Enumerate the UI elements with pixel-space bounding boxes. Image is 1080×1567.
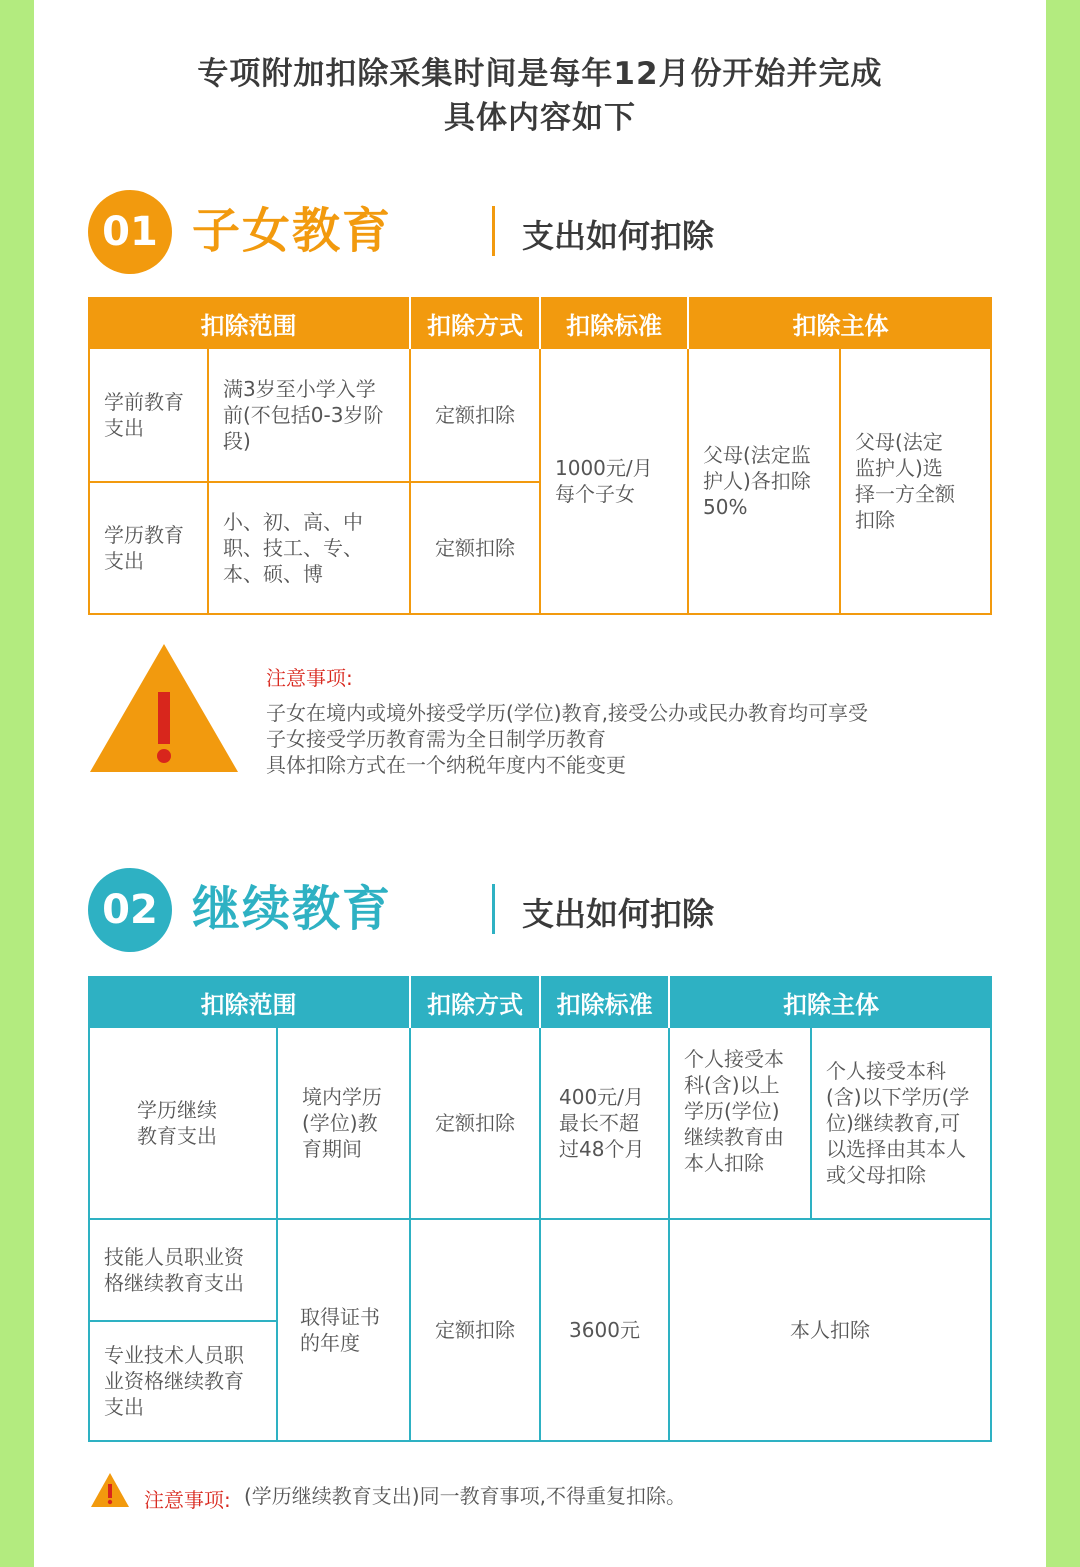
section2-number-badge: 02 xyxy=(88,868,172,952)
s2-row1-method: 定额扣除 xyxy=(435,1111,515,1135)
s2-row1-standard: 400元/月最长不超过48个月 xyxy=(559,1085,645,1161)
headline-line2: 具体内容如下 xyxy=(444,100,636,136)
s1-standard: 1000元/月每个子女 xyxy=(555,456,653,506)
section2-table xyxy=(88,976,992,1442)
headline-line1: 专项附加扣除采集时间是每年12月份开始并完成 xyxy=(197,56,883,92)
s2-note-title: 注意事项: xyxy=(144,1488,231,1512)
section2-title: 继续教育 xyxy=(192,881,393,937)
s2-header-scope: 扣除范围 xyxy=(88,976,409,1028)
s2-row2-subject: 本人扣除 xyxy=(790,1318,870,1342)
s2-header-method: 扣除方式 xyxy=(411,976,539,1028)
section1-subtitle: 支出如何扣除 xyxy=(522,217,715,255)
s1-row2-scope: 小、初、高、中职、技工、专、本、硕、博 xyxy=(223,510,363,586)
s2-note-text: (学历继续教育支出)同一教育事项,不得重复扣除。 xyxy=(244,1484,686,1508)
s2-row2-method: 定额扣除 xyxy=(435,1318,515,1342)
s1-row1-method: 定额扣除 xyxy=(435,403,515,427)
s1-subject-b: 父母(法定监护人)选择一方全额扣除 xyxy=(855,430,955,532)
section1-number-badge: 01 xyxy=(88,190,172,274)
s1-header-scope: 扣除范围 xyxy=(88,297,409,349)
s1-header-subject: 扣除主体 xyxy=(689,297,992,349)
s1-row1-type: 学前教育支出 xyxy=(104,390,184,440)
s2-header-subject: 扣除主体 xyxy=(670,976,992,1028)
s1-row2-method: 定额扣除 xyxy=(435,536,515,560)
section2-subtitle: 支出如何扣除 xyxy=(522,895,715,933)
s2-row1-subject-a: 个人接受本科(含)以上学历(学位)继续教育由本人扣除 xyxy=(684,1047,784,1175)
s1-note-title: 注意事项: xyxy=(266,666,353,690)
s1-row2-type: 学历教育支出 xyxy=(104,523,184,573)
section2-header xyxy=(88,868,788,952)
s2-row1-scope: 境内学历(学位)教育期间 xyxy=(302,1085,382,1161)
section1-header xyxy=(88,190,788,274)
s1-subject-a: 父母(法定监护人)各扣除50% xyxy=(703,443,811,519)
s2-row2-type-b: 专业技术人员职业资格继续教育支出 xyxy=(104,1343,244,1419)
s1-note-line: 具体扣除方式在一个纳税年度内不能变更 xyxy=(266,753,626,777)
s2-row1-type: 学历继续教育支出 xyxy=(137,1098,217,1148)
s1-row1-scope: 满3岁至小学入学前(不包括0-3岁阶段) xyxy=(223,377,384,453)
section1-divider xyxy=(492,206,495,256)
section1-title: 子女教育 xyxy=(192,203,393,259)
warning-triangle-icon xyxy=(88,642,240,774)
s2-row2-type-a: 技能人员职业资格继续教育支出 xyxy=(104,1245,244,1295)
section2-divider xyxy=(492,884,495,934)
s1-header-standard: 扣除标准 xyxy=(541,297,687,349)
warning-triangle-icon xyxy=(90,1472,130,1508)
s1-header-method: 扣除方式 xyxy=(411,297,539,349)
s1-note-line: 子女在境内或境外接受学历(学位)教育,接受公办或民办教育均可享受 xyxy=(266,701,868,725)
s2-row1-subject-b: 个人接受本科(含)以下学历(学位)继续教育,可以选择由其本人或父母扣除 xyxy=(826,1059,970,1187)
s2-row2-standard: 3600元 xyxy=(569,1318,640,1342)
s1-note-line: 子女接受学历教育需为全日制学历教育 xyxy=(266,727,606,751)
section1-table xyxy=(88,297,992,615)
s2-header-standard: 扣除标准 xyxy=(541,976,668,1028)
s2-row2-scope: 取得证书的年度 xyxy=(300,1305,380,1355)
